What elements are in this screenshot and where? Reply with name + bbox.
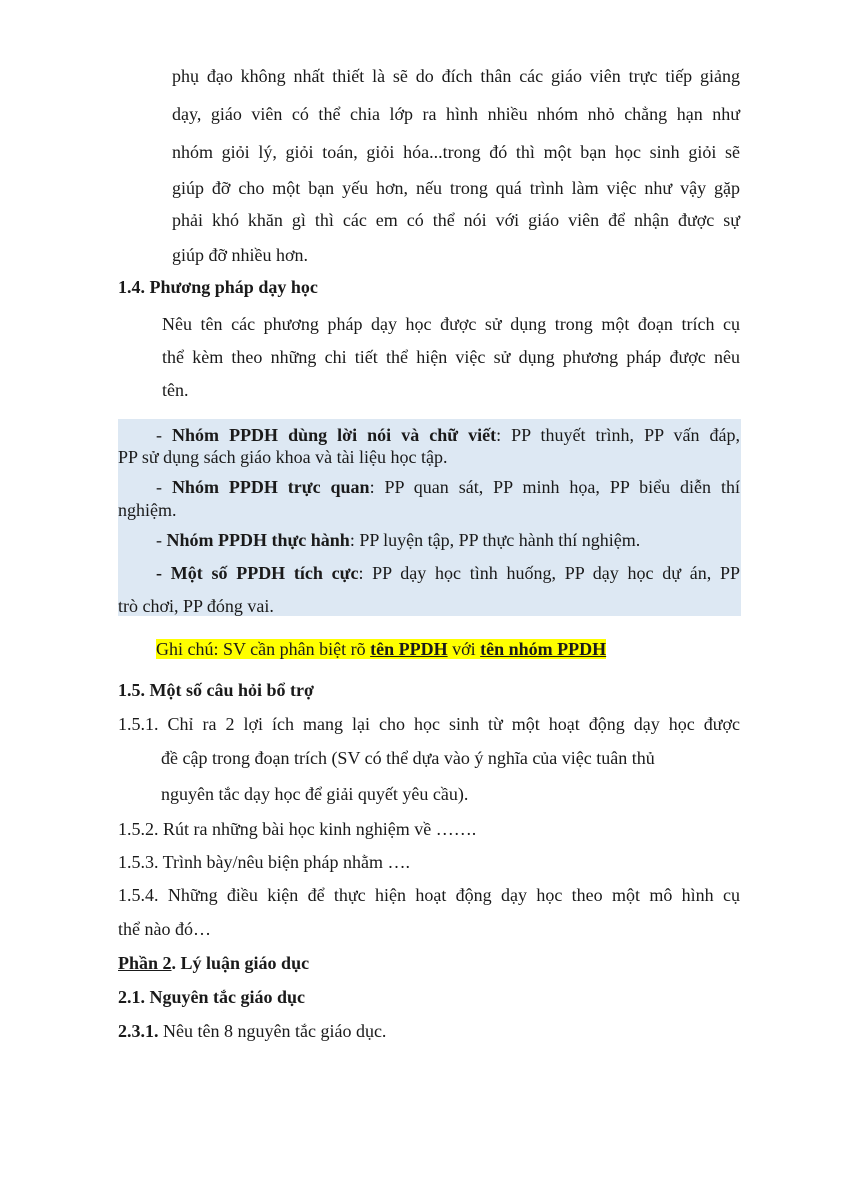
group-3-line-1 (156, 529, 640, 551)
part-2-label: Phần 2 (118, 953, 172, 973)
intro-line-4: giúp đỡ cho một bạn yếu hơn, nếu trong quá trình làm việc như vậy gặp (172, 178, 740, 198)
group-1-name: Nhóm PPDH dùng lời nói và chữ viết (172, 425, 497, 445)
note-middle: với (447, 639, 481, 659)
group-4-line-1 (156, 562, 740, 584)
q-1-5-1-line-3: nguyên tắc dạy học để giải quyết yêu cầu). (161, 784, 469, 804)
group-4-rest: : PP dạy học tình huống, PP dạy học dự án, PP (358, 563, 740, 583)
intro-line-3: nhóm giỏi lý, giỏi toán, giỏi hóa...trong đó thì một bạn học sinh giỏi sẽ (172, 142, 740, 162)
group-1-line-1 (156, 424, 740, 446)
intro-line-2: dạy, giáo viên có thể chia lớp ra hình nhiều nhóm nhỏ chẳng hạn như (172, 104, 740, 124)
task-line-1: Nêu tên các phương pháp dạy học được sử dụng trong một đoạn trích cụ (162, 314, 740, 334)
q-1-5-3: 1.5.3. Trình bày/nêu biện pháp nhằm …. (118, 852, 410, 872)
group-2-name: Nhóm PPDH trực quan (171, 477, 370, 497)
q-1-5-4-line-2: thể nào đó… (118, 919, 211, 939)
intro-line-1: phụ đạo không nhất thiết là sẽ do đích thân các giáo viên trực tiếp giảng (172, 66, 740, 86)
part-2-heading (118, 952, 309, 974)
item-2-3-1-number: 2.3.1. (118, 1021, 159, 1041)
group-2-prefix: - (156, 477, 172, 497)
group-4-name: Một số PPDH tích cực (170, 563, 359, 583)
intro-line-6: giúp đỡ nhiều hơn. (172, 245, 309, 265)
q-1-5-1-line-2: đề cập trong đoạn trích (SV có thể dựa vào ý nghĩa của việc tuân thủ (161, 748, 655, 768)
group-2-line-2: nghiệm. (118, 500, 177, 520)
q-1-5-2: 1.5.2. Rút ra những bài học kinh nghiệm về ……. (118, 819, 477, 839)
group-1-rest: : PP thuyết trình, PP vấn đáp, (496, 425, 740, 445)
task-line-3: tên. (162, 380, 189, 400)
note-line (156, 638, 606, 660)
group-3-rest: : PP luyện tập, PP thực hành thí nghiệm. (349, 530, 641, 550)
note-term-ten-ppdh: tên PPDH (370, 639, 448, 659)
item-2-3-1 (118, 1020, 386, 1042)
section-1-4-heading: 1.4. Phương pháp dạy học (118, 277, 318, 297)
section-2-1-heading: 2.1. Nguyên tắc giáo dục (118, 987, 306, 1007)
group-3-name: Nhóm PPDH thực hành (166, 530, 350, 550)
group-4-prefix: - (156, 563, 171, 583)
group-1-line-2: PP sử dụng sách giáo khoa và tài liệu học tập. (118, 447, 448, 467)
q-1-5-4-line-1: 1.5.4. Những điều kiện để thực hiện hoạt động dạy học theo một mô hình cụ (118, 885, 740, 905)
group-4-line-2: trò chơi, PP đóng vai. (118, 596, 274, 616)
section-1-5-heading: 1.5. Một số câu hỏi bổ trợ (118, 680, 314, 700)
note-term-ten-nhom-ppdh: tên nhóm PPDH (480, 639, 607, 659)
part-2-title: . Lý luận giáo dục (171, 953, 310, 973)
note-lead: Ghi chú: SV cần phân biệt rõ (156, 639, 371, 659)
group-3-prefix: - (156, 530, 167, 550)
task-line-2: thể kèm theo những chi tiết thể hiện việc sử dụng phương pháp được nêu (162, 347, 740, 367)
q-1-5-1-line-1: 1.5.1. Chỉ ra 2 lợi ích mang lại cho học sinh từ một hoạt động dạy học được (118, 714, 740, 734)
item-2-3-1-text: Nêu tên 8 nguyên tắc giáo dục. (158, 1021, 387, 1041)
group-2-rest: : PP quan sát, PP minh họa, PP biểu diễn thí (369, 477, 740, 497)
intro-line-5: phải khó khăn gì thì các em có thể nói với giáo viên để nhận được sự (172, 210, 740, 230)
group-2-line-1 (156, 476, 740, 498)
group-1-prefix: - (156, 425, 173, 445)
